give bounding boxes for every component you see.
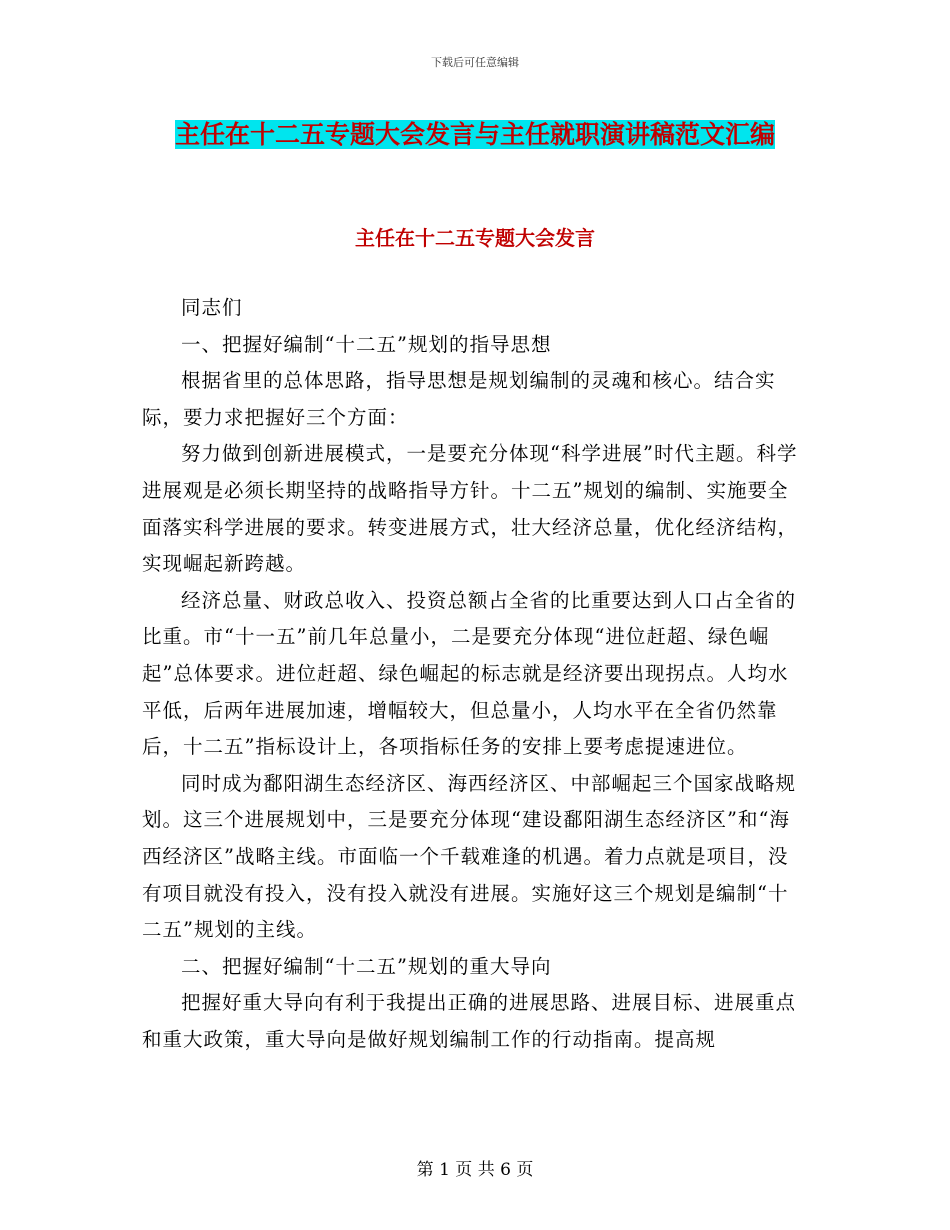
document-title-text: 主任在十二五专题大会发言与主任就职演讲稿范文汇编 [174,120,775,149]
paragraph: 同时成为鄱阳湖生态经济区、海西经济区、中部崛起三个国家战略规划。这三个进展规划中，三是要充分体现“建设鄱阳湖生态经济区”和“海西经济区”战略主线。市面临一个千载难逢的机遇。着力点就是项目，没有项目就没有投入，没有投入就没有进展。实施好这三个规划是编制“十二五”规划的主线。 [142,771,797,942]
section-title: 主任在十二五专题大会发言 [355,226,595,250]
paragraph: 努力做到创新进展模式，一是要充分体现“科学进展”时代主题。科学进展观是必须长期坚持的战略指导方针。十二五”规划的编制、实施要全面落实科学进展的要求。转变进展方式，壮大经济总量，优化经济结构，实现崛起新跨越。 [142,442,799,576]
paragraph-heading-1: 一、把握好编制“十二五”规划的指导思想 [181,332,552,356]
paragraph: 经济总量、财政总收入、投资总额占全省的比重要达到人口占全省的比重。市“十一五”前几年总量小，二是要充分体现“进位赶超、绿色崛起”总体要求。进位赶超、绿色崛起的标志就是经济要出现拐点。人均水平低，后两年进展加速，增幅较大，但总量小，人均水平在全省仍然靠后，十二五”指标设计上，各项指标任务的安排上要考虑提速进位。 [142,588,797,759]
header-note: 下载后可任意编辑 [431,56,519,69]
paragraph-greeting: 同志们 [181,296,243,319]
paragraph: 根据省里的总体思路，指导思想是规划编制的灵魂和核心。结合实际，要力求把握好三个方面： [142,369,776,429]
document-title [140,112,810,158]
page-number-footer: 第 1 页 共 6 页 [416,1160,534,1180]
body-text [142,290,806,1058]
paragraph-heading-2: 二、把握好编制“十二五”规划的重大导向 [181,954,552,978]
paragraph: 把握好重大导向有利于我提出正确的进展思路、进展目标、进展重点和重大政策，重大导向是做好规划编制工作的行动指南。提高规 [142,991,797,1051]
